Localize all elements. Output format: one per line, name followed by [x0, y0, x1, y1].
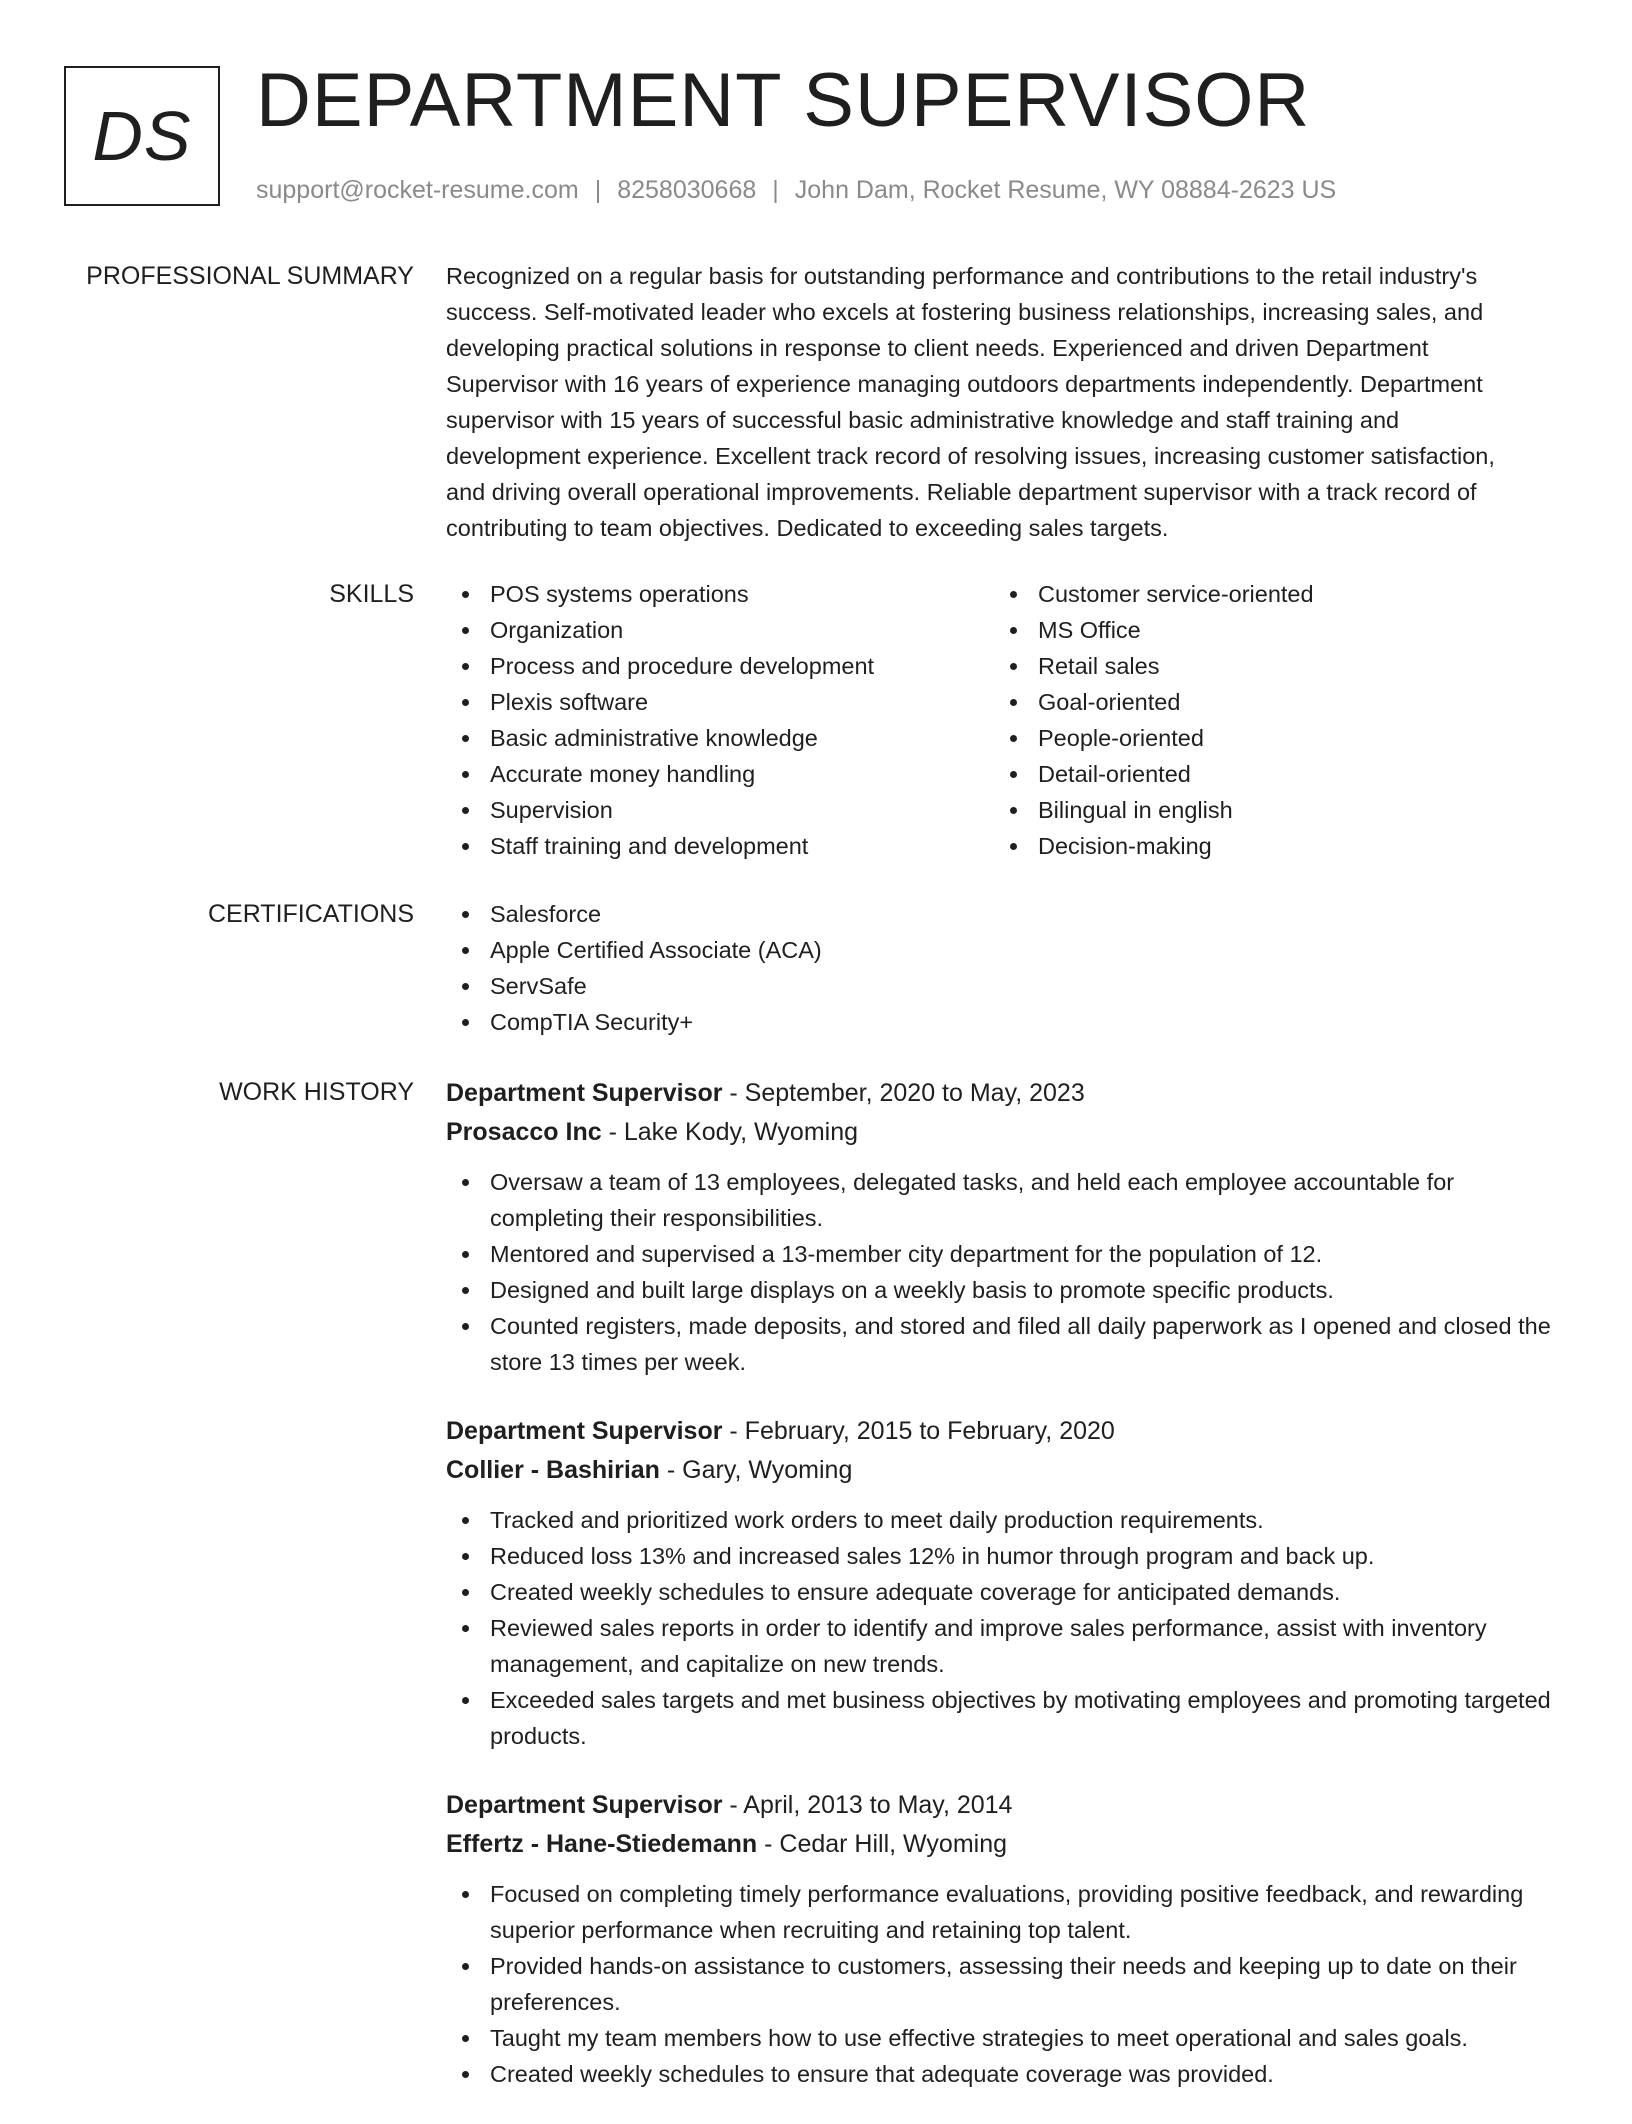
- summary-line: Recognized on a regular basis for outstanding performance and contributions to the retail industry's: [446, 263, 1478, 289]
- job-location: - Cedar Hill, Wyoming: [757, 1830, 1008, 1858]
- summary-line: and driving overall operational improvements. Reliable department supervisor with a track record of: [446, 479, 1477, 505]
- summary-line: contributing to team objectives. Dedicated to exceeding sales targets.: [446, 515, 1169, 541]
- job-entry: [446, 1074, 1556, 1380]
- skill-item: Basic administrative knowledge: [446, 720, 994, 756]
- job-bullet: Reduced loss 13% and increased sales 12% in humor through program and back up.: [446, 1538, 1556, 1574]
- contact-phone[interactable]: 8258030668: [617, 176, 757, 204]
- work-history-body: [446, 1074, 1556, 2124]
- skills-body: [446, 576, 1556, 864]
- job-bullet: Reviewed sales reports in order to identify and improve sales performance, assist with inventory management, and capitalize on new trends.: [446, 1610, 1556, 1682]
- job-bullet: Provided hands-on assistance to customers, assessing their needs and keeping up to date on their preferences.: [446, 1948, 1556, 2020]
- skill-item: Supervision: [446, 792, 994, 828]
- job-bullets: [446, 1164, 1556, 1380]
- certifications-body: [446, 896, 1556, 1040]
- job-title-line: [446, 1074, 1556, 1113]
- job-bullet: Mentored and supervised a 13-member city department for the population of 12.: [446, 1236, 1556, 1272]
- job-company-line: [446, 1113, 1556, 1152]
- summary-line: development experience. Excellent track record of resolving issues, increasing customer satisfaction,: [446, 443, 1495, 469]
- section-heading-work-history: WORK HISTORY: [219, 1078, 414, 1106]
- skill-item: Decision-making: [994, 828, 1542, 864]
- skills-list-right: [994, 576, 1542, 864]
- contact-line: [256, 172, 1336, 208]
- job-dates: - April, 2013 to May, 2014: [722, 1791, 1013, 1819]
- job-title: Department Supervisor: [446, 1791, 723, 1819]
- skill-item: Plexis software: [446, 684, 994, 720]
- certification-item: ServSafe: [446, 968, 1556, 1004]
- job-dates: - September, 2020 to May, 2023: [722, 1079, 1085, 1107]
- skill-item: MS Office: [994, 612, 1542, 648]
- summary-line: supervisor with 15 years of successful basic administrative knowledge and staff training and: [446, 407, 1400, 433]
- job-location: - Gary, Wyoming: [659, 1456, 853, 1484]
- job-entry: [446, 1786, 1556, 2092]
- skill-item: Process and procedure development: [446, 648, 994, 684]
- job-bullet: Oversaw a team of 13 employees, delegated tasks, and held each employee accountable for completing their responsibilities.: [446, 1164, 1556, 1236]
- certification-item: CompTIA Security+: [446, 1004, 1556, 1040]
- skills-columns: [446, 576, 1556, 864]
- contact-separator: |: [594, 176, 602, 204]
- skill-item: Detail-oriented: [994, 756, 1542, 792]
- job-location: - Lake Kody, Wyoming: [601, 1118, 859, 1146]
- job-bullet: Exceeded sales targets and met business objectives by motivating employees and promoting targeted products.: [446, 1682, 1556, 1754]
- job-company: Prosacco Inc: [446, 1118, 602, 1146]
- contact-address: John Dam, Rocket Resume, WY 08884-2623 US: [794, 176, 1337, 204]
- summary-line: developing practical solutions in response to client needs. Experienced and driven Department: [446, 335, 1429, 361]
- job-company: Effertz - Hane-Stiedemann: [446, 1830, 758, 1858]
- job-company: Collier - Bashirian: [446, 1456, 660, 1484]
- skill-item: Goal-oriented: [994, 684, 1542, 720]
- skill-item: Accurate money handling: [446, 756, 994, 792]
- skill-item: People-oriented: [994, 720, 1542, 756]
- job-entry: [446, 1412, 1556, 1754]
- section-heading-skills: SKILLS: [329, 580, 414, 608]
- contact-separator: |: [772, 176, 779, 204]
- resume-title: DEPARTMENT SUPERVISOR: [256, 58, 1311, 143]
- certification-item: Apple Certified Associate (ACA): [446, 932, 1556, 968]
- job-company-line: [446, 1825, 1556, 1864]
- job-bullet: Created weekly schedules to ensure that adequate coverage was provided.: [446, 2056, 1556, 2092]
- monogram-logo: [64, 66, 220, 206]
- certifications-list: [446, 896, 1556, 1040]
- summary-line: Supervisor with 16 years of experience managing outdoors departments independently. Department: [446, 371, 1483, 397]
- job-bullet: Created weekly schedules to ensure adequate coverage for anticipated demands.: [446, 1574, 1556, 1610]
- monogram-text: DS: [92, 97, 192, 175]
- skill-item: Retail sales: [994, 648, 1542, 684]
- skill-item: Customer service-oriented: [994, 576, 1542, 612]
- section-heading-summary: PROFESSIONAL SUMMARY: [86, 262, 414, 290]
- job-company-line: [446, 1451, 1556, 1490]
- skill-item: Organization: [446, 612, 994, 648]
- job-bullet: Focused on completing timely performance evaluations, providing positive feedback, and rewarding superior performance when recruiting and retaining top talent.: [446, 1876, 1556, 1948]
- job-bullet: Taught my team members how to use effective strategies to meet operational and sales goals.: [446, 2020, 1556, 2056]
- job-dates: - February, 2015 to February, 2020: [722, 1417, 1115, 1445]
- job-bullet: Tracked and prioritized work orders to meet daily production requirements.: [446, 1502, 1556, 1538]
- summary-text: [446, 258, 1556, 546]
- skills-list-left: [446, 576, 994, 864]
- job-title-line: [446, 1412, 1556, 1451]
- job-bullet: Designed and built large displays on a weekly basis to promote specific products.: [446, 1272, 1556, 1308]
- job-title-line: [446, 1786, 1556, 1825]
- skill-item: POS systems operations: [446, 576, 994, 612]
- job-bullets: [446, 1502, 1556, 1754]
- skill-item: Bilingual in english: [994, 792, 1542, 828]
- job-bullets: [446, 1876, 1556, 2092]
- certification-item: Salesforce: [446, 896, 1556, 932]
- job-bullet: Counted registers, made deposits, and stored and filed all daily paperwork as I opened and closed the store 13 times per week.: [446, 1308, 1556, 1380]
- job-title: Department Supervisor: [446, 1417, 723, 1445]
- skill-item: Staff training and development: [446, 828, 994, 864]
- job-title: Department Supervisor: [446, 1079, 723, 1107]
- summary-line: success. Self-motivated leader who excels at fostering business relationships, increasing sales, and: [446, 299, 1484, 325]
- section-heading-certifications: CERTIFICATIONS: [207, 900, 414, 928]
- summary-body: [446, 258, 1556, 546]
- contact-email[interactable]: support@rocket-resume.com: [256, 176, 579, 204]
